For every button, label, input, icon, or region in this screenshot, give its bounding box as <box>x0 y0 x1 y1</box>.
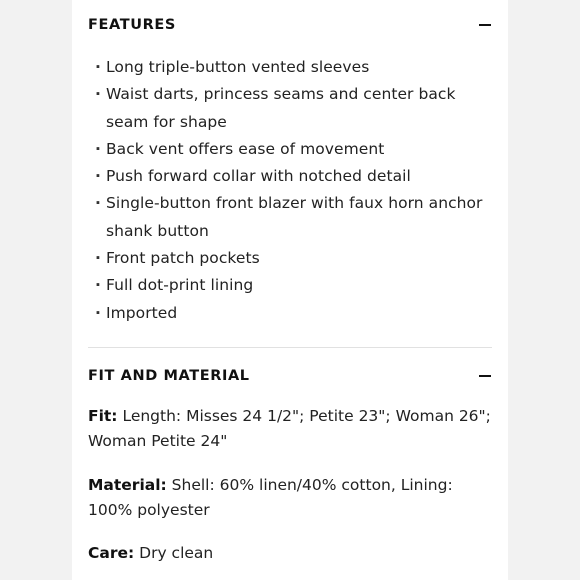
care-text: Dry clean <box>139 544 214 562</box>
features-title: FEATURES <box>88 17 176 33</box>
feature-item: · Front patch pockets <box>95 245 495 272</box>
fit-material-collapse-minus-icon[interactable] <box>478 369 492 383</box>
feature-item: · Waist darts, princess seams and center back seam for shape <box>95 81 495 136</box>
feature-item: · Single-button front blazer with faux horn anchor shank button <box>95 190 495 245</box>
material-text: Shell: 60% linen/40% cotton, Lining: 100% polyester <box>88 476 453 519</box>
features-list <box>95 54 495 327</box>
product-details-panel <box>72 0 508 580</box>
fit-material-title: FIT AND MATERIAL <box>88 368 250 384</box>
fit-label: Fit: <box>88 407 118 425</box>
feature-item: · Back vent offers ease of movement <box>95 136 495 163</box>
care-label: Care: <box>88 544 135 562</box>
feature-item: · Imported <box>95 300 495 327</box>
material-paragraph <box>88 473 492 523</box>
features-section-header[interactable] <box>88 12 492 38</box>
fit-material-section-header[interactable] <box>88 363 492 389</box>
care-paragraph <box>88 541 492 566</box>
section-divider <box>88 347 492 348</box>
features-collapse-minus-icon[interactable] <box>478 18 492 32</box>
feature-item: · Long triple-button vented sleeves <box>95 54 495 81</box>
fit-paragraph <box>88 404 492 454</box>
material-label: Material: <box>88 476 167 494</box>
fit-text: Length: Misses 24 1/2"; Petite 23"; Woman 26"; Woman Petite 24" <box>88 407 491 450</box>
feature-item: · Push forward collar with notched detail <box>95 163 495 190</box>
feature-item: · Full dot-print lining <box>95 272 495 299</box>
